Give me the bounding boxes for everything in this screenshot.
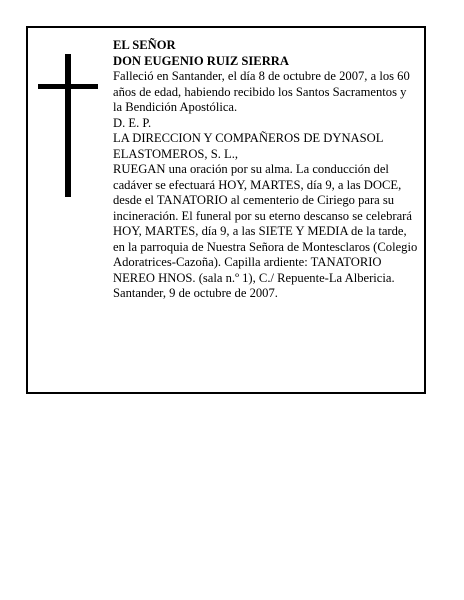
cross-vertical-bar bbox=[65, 54, 71, 197]
obituary-text bbox=[113, 38, 418, 302]
cross-horizontal-bar bbox=[38, 84, 98, 89]
notice-title-line-1: EL SEÑOR bbox=[113, 38, 176, 52]
company-paragraph: LA DIRECCION Y COMPAÑEROS DE DYNASOL ELASTOMEROS, S. L., bbox=[113, 131, 383, 161]
date-line: Santander, 9 de octubre de 2007. bbox=[113, 286, 278, 300]
deceased-name: DON EUGENIO RUIZ SIERRA bbox=[113, 53, 289, 68]
death-paragraph: Falleció en Santander, el día 8 de octubre de 2007, a los 60 años de edad, habiendo recibido los Santos Sacramentos y la Bendición Apostólica. bbox=[113, 69, 410, 114]
dep-line: D. E. P. bbox=[113, 115, 152, 130]
latin-cross-icon bbox=[38, 54, 98, 197]
request-paragraph: RUEGAN una oración por su alma. La conducción del cadáver se efectuará HOY, MARTES, día 9, a las DOCE, desde el TANATORIO al cementerio de Ciriego para su incineración. El funeral por su eterno descanso se celebrará HOY, MARTES, día 9, a las SIETE Y MEDIA de la tarde, en la parroquia de Nuestra Señora de Montesclaros (Colegio Adoratrices-Cazoña). Capilla ardiente: TANATORIO NEREO HNOS. (sala n.º 1), C./ Repuente-La Albericia. bbox=[113, 162, 418, 285]
